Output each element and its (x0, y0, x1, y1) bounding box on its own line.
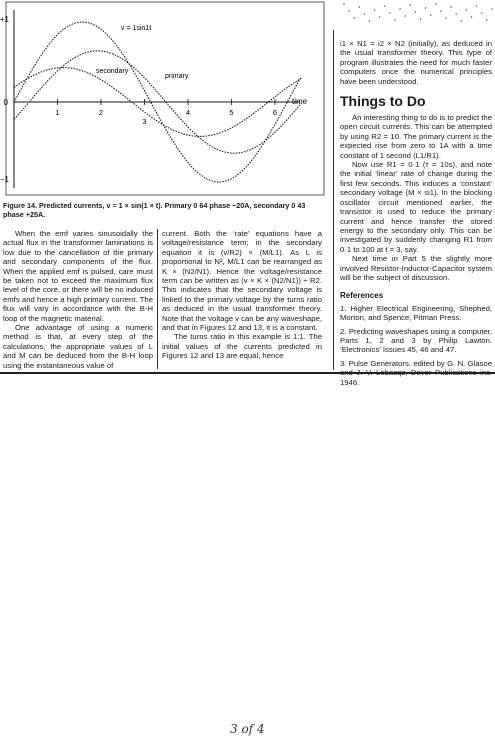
col3-paragraph-3: Now use R1 = 0·1 (τ = 10s), and note the initial ‘linear’ rate of change during the first few seconds. This induces a ‘constant’ secondary voltage (M × si1). In the blocking oscillator circuit mentioned earlier, the transistor is used to reduce the primary current and hence transfer the stored energy to the secondary only. This can be investigated by suddenly changing R1 from 0·1 to 100 at t = 3, say. (340, 160, 492, 254)
dot (374, 9, 376, 11)
dot (466, 9, 468, 11)
dot (369, 20, 371, 22)
y-top-label: +1 (0, 15, 9, 24)
col2-paragraph-2: The turns ratio in this example is 1:1. The initial values of the currents predicted in Figures 12 and 13 are equal, hence (162, 332, 322, 361)
body-column-1 (3, 229, 153, 370)
dot (420, 18, 422, 20)
dot (415, 11, 417, 13)
dot (476, 5, 478, 7)
origin-label: 0 (3, 98, 8, 107)
x-tick-label: 3 (142, 117, 147, 126)
dot (384, 5, 386, 7)
dot (343, 3, 345, 5)
x-tick-label: 2 (98, 108, 104, 117)
dot (348, 10, 350, 12)
curve-label-primary: primary (165, 73, 189, 80)
dot (450, 6, 452, 8)
figure-frame (3, 2, 324, 195)
col3-paragraph-1: i1 × N1 = i2 × N2 (initially), as deduced in the usual transformer theory. This type of program illustrates the need for much faster computers once the numerical principles have been understood. (340, 39, 492, 86)
handwritten-page-note: 3 of 4 (230, 722, 265, 736)
dot (435, 3, 437, 5)
column-divider-1 (157, 229, 158, 369)
dot (471, 16, 473, 18)
dot (430, 14, 432, 16)
dot (455, 13, 457, 15)
figure-caption: Figure 14. Predicted currents, v = 1 × sin(1 × t). Primary 0 64 phase −20A, secondary 0 43 phase +25A. (3, 201, 306, 219)
dot (359, 6, 361, 8)
x-tick-label: 5 (229, 108, 234, 117)
dot (399, 8, 401, 10)
col3-paragraph-4: Next time in Part 5 the slightly more involved Resistor-Inductor-Capacitor system will be the subject of discussion. (340, 254, 492, 282)
reference-item: 3. Pulse Generators, edited by G. N. Glasoe 1946. (340, 358, 492, 387)
col3-paragraph-2: An interesting thing to do is to predict the open circuit currents. This can be attempted by using R2 = 10. The primary current is the expected rise from zero to 1A with a time constant of 1 second (L1/R1). (340, 113, 492, 160)
dot (425, 7, 427, 9)
halftone-dots-decoration (340, 0, 495, 26)
column-divider-2 (333, 30, 334, 370)
curve-label-v: v = 1sin1t (121, 25, 152, 32)
x-tick-label: 4 (185, 108, 191, 117)
dot (486, 19, 488, 21)
dot (481, 12, 483, 14)
x-tick-label: 1 (55, 108, 60, 117)
y-bottom-label: −1 (0, 175, 9, 184)
body-column-3 (340, 39, 492, 391)
curve-label-secondary: secondary (96, 68, 129, 75)
dot (491, 8, 493, 10)
col2-paragraph-1: current. Both the ‘rate’ equations have a voltage/resistance term; in the secondary equation it is (v/R2) × (M/L1). As L is proportional to N², M/L1 can be rearranged as K × (N2/N1). Hence the voltage/resistance term can be written as (v × K × (N2/N1)) ÷ R2. This indicates that the secondary voltage is linked to the primary voltage by the turns ratio as deduced in the usual transformer theory. Note that the voltage v can be any waveshape, and that in Figures 12 and 13, it is a constant. (162, 229, 322, 333)
reference-item: 1. Higher Electrical Engineering, Shephed, Morton, and Spence, Pitman Press. (340, 303, 492, 323)
dot (440, 10, 442, 12)
dot (445, 17, 447, 19)
things-to-do-heading: Things to Do (340, 93, 426, 110)
page-bottom-rule (0, 372, 495, 374)
col1-paragraph-2: One advantage of using a numeric method is that, at every step of the calculations, the appropriate values of L and M can be deduced from the B-H loop using the instantaneous value of (3, 323, 153, 370)
reference-item: 2. Predicting waveshapes using a computer, Parts 1, 2 and 3 by Philip Lawton. ‘Electronics’ Issues 45, 46 and 47. (340, 326, 492, 355)
dot (461, 20, 463, 22)
references-list (340, 304, 492, 387)
dot (389, 12, 391, 14)
dot (353, 17, 355, 19)
x-tick-label: 6 (272, 108, 278, 117)
dot (410, 4, 412, 6)
dot (379, 16, 381, 18)
dot (394, 19, 396, 21)
dot (404, 15, 406, 17)
figure-14-chart (0, 0, 329, 198)
col1-paragraph-1: When the emf varies sinusoidally the actual flux in the transformer laminations is low due to the cancellation of the primary and secondary components of the flux. When the applied emf is pulsed, care must be taken not to exceed the maximum flux level of the core, or there will be no induced emfs and hence a high primary current. The flux will vary in accordance with the B-H loop of the magnetic material. (3, 229, 153, 323)
references-heading: References (340, 291, 384, 301)
dot (364, 13, 366, 15)
x-axis-label: time (292, 97, 308, 106)
body-column-2 (162, 229, 322, 361)
